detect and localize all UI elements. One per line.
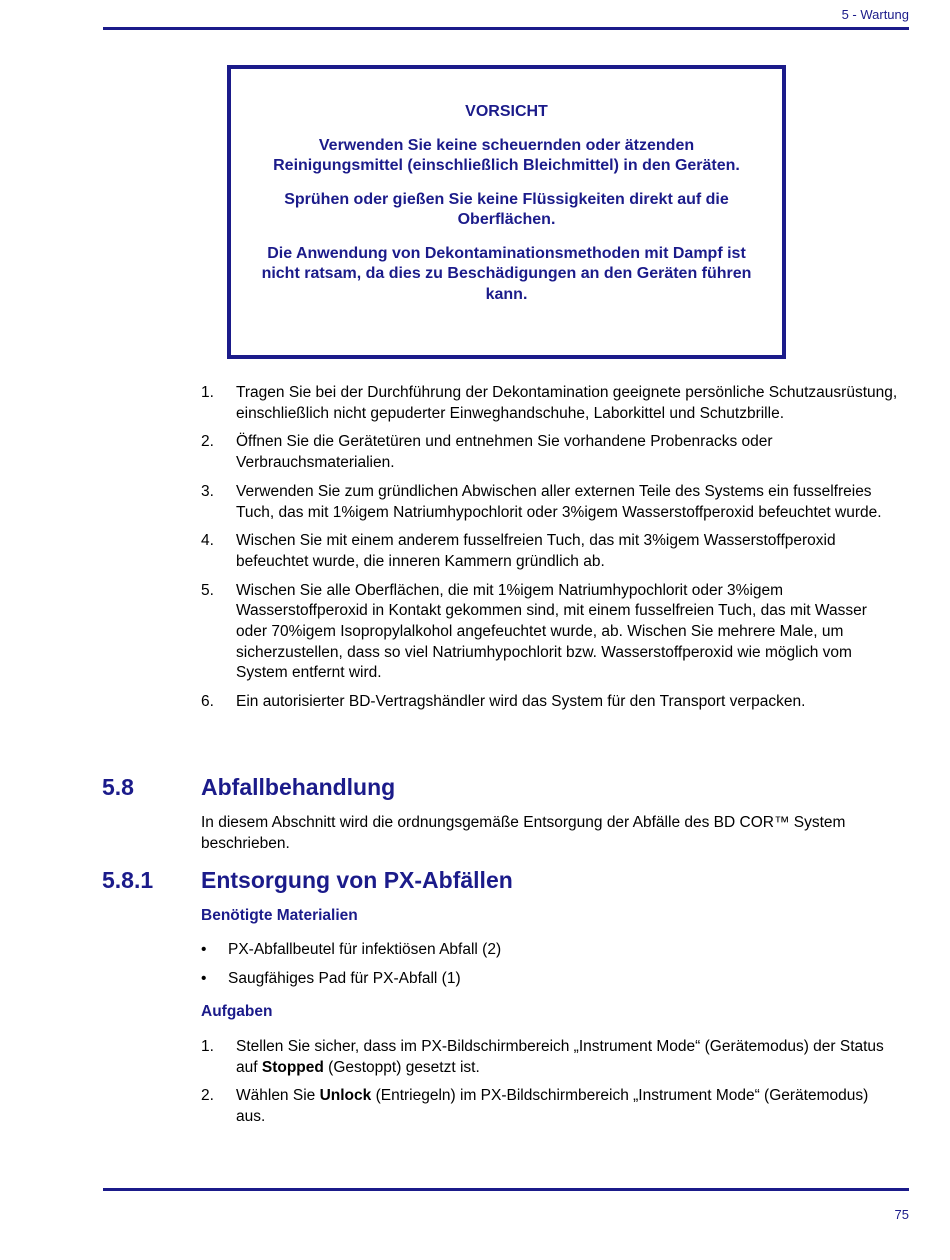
caution-paragraph: Sprühen oder gießen Sie keine Flüssigkeiten direkt auf die Oberflächen. xyxy=(284,190,729,228)
step-text: Ein autorisierter BD-Vertragshändler wird das System für den Transport verpacken. xyxy=(236,693,806,711)
step-text: Öffnen Sie die Gerätetüren und entnehmen Sie vorhandene Probenracks oder Verbrauchsmaterialien. xyxy=(236,433,773,472)
caution-paragraph: Verwenden Sie keine scheuernden oder ätzenden Reinigungsmittel (einschließlich Bleichmittel) in den Geräten. xyxy=(273,136,740,174)
list-item xyxy=(201,940,901,961)
caution-paragraph: Die Anwendung von Dekontaminationsmethoden mit Dampf ist nicht ratsam, da dies zu Beschädigungen an den Geräten führen kann. xyxy=(261,244,752,303)
bullet-icon: • xyxy=(201,941,207,958)
list-item xyxy=(201,482,901,523)
materials-heading: Benötigte Materialien xyxy=(201,907,358,924)
caution-box xyxy=(227,65,786,359)
step-number: 2. xyxy=(201,433,214,451)
bullet-icon: • xyxy=(201,969,207,987)
step-number: 4. xyxy=(201,532,214,550)
list-item xyxy=(201,531,901,572)
section-intro: In diesem Abschnitt wird die ordnungsgemäße Entsorgung der Abfälle des BD COR™ System beschrieben. xyxy=(201,814,846,852)
materials-list xyxy=(201,940,901,997)
running-header-chapter: 5 - Wartung xyxy=(841,7,909,22)
step-text: Tragen Sie bei der Durchführung der Dekontamination geeignete persönliche Schutzausrüstung, einschließlich nicht gepuderter Einweghandschuhe, Laborkittel und Schutzbrille. xyxy=(236,384,898,422)
subsection-title: Entsorgung von PX-Abfällen xyxy=(201,867,513,893)
step-text: Stellen Sie sicher, dass im PX-Bildschirmbereich „Instrument Mode“ (Gerätemodus) der Status auf Stopped (Gestoppt) gesetzt ist. xyxy=(236,1038,884,1076)
step-text: Wischen Sie mit einem anderem fusselfreien Tuch, das mit 3%igem Wasserstoffperoxid befeuchtet wurde, die inneren Kammern gründlich ab. xyxy=(236,532,836,570)
decontamination-steps xyxy=(201,383,901,721)
header-rule xyxy=(103,27,909,30)
step-number: 1. xyxy=(201,1038,214,1055)
material-text: Saugfähiges Pad für PX-Abfall (1) xyxy=(228,969,461,987)
caution-title: VORSICHT xyxy=(465,103,548,120)
step-number: 5. xyxy=(201,581,214,599)
section-title: Abfallbehandlung xyxy=(201,774,396,800)
step-text: Wischen Sie alle Oberflächen, die mit 1%igem Natriumhypochlorit oder 3%igem Wasserstoffperoxid in Kontakt gekommen sind, mit einem fusselfreien Tuch, das mit Wasser oder 70%igem Isopropylalkohol angefeuchtet wurde, ab. Wischen Sie mehrere Male, um sicherzustellen, dass so viel Natriumhypochlorit bzw. Wasserstoffperoxid wie möglich vom System entfernt wird. xyxy=(236,581,867,682)
status-keyword: Stopped xyxy=(261,1058,324,1076)
tasks-heading: Aufgaben xyxy=(201,1003,273,1020)
material-text: PX-Abfallbeutel für infektiösen Abfall (2) xyxy=(228,941,502,958)
step-text: Verwenden Sie zum gründlichen Abwischen aller externen Teile des Systems ein fusselfreies Tuch, das mit 1%igem Natriumhypochlorit oder 3%igem Wasserstoffperoxid befeuchtet wurde. xyxy=(236,482,882,521)
list-item xyxy=(201,969,901,990)
page-number: 75 xyxy=(894,1207,909,1222)
list-item xyxy=(201,692,901,713)
step-text: Wählen Sie Unlock (Entriegeln) im PX-Bildschirmbereich „Instrument Mode“ (Gerätemodus) aus. xyxy=(236,1087,869,1126)
list-item xyxy=(201,581,901,685)
subsection-number: 5.8.1 xyxy=(102,867,154,893)
step-number: 3. xyxy=(201,482,214,500)
step-number: 6. xyxy=(201,693,214,711)
step-number: 1. xyxy=(201,384,214,401)
list-item xyxy=(201,432,901,473)
list-item xyxy=(201,1086,901,1127)
list-item xyxy=(201,1037,901,1078)
list-item xyxy=(201,383,901,424)
tasks-list xyxy=(201,1037,901,1136)
footer-rule xyxy=(103,1188,909,1191)
step-number: 2. xyxy=(201,1087,214,1105)
ui-keyword: Unlock xyxy=(319,1087,372,1105)
section-number: 5.8 xyxy=(102,774,134,800)
